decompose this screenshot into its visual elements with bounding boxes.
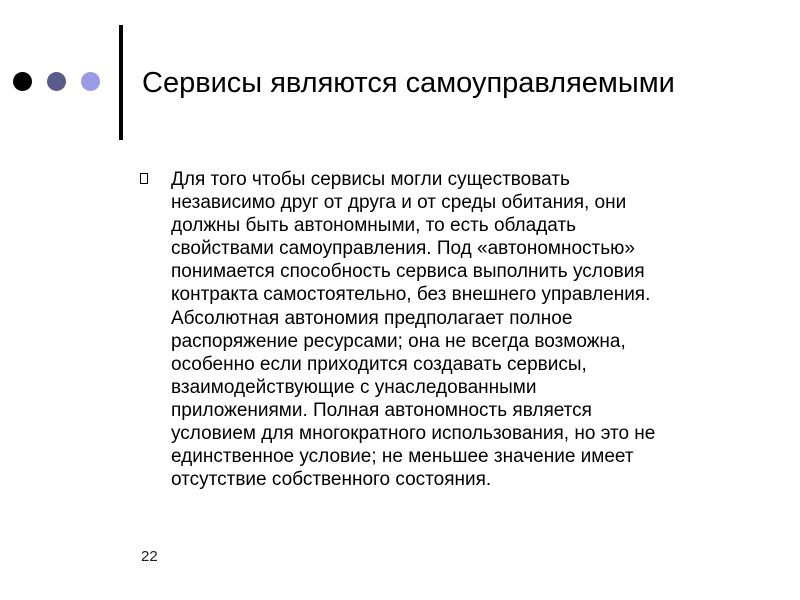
slide-number: 22 xyxy=(141,548,158,565)
bullet-text-line: особенно если приходится создавать сервисы, xyxy=(171,353,587,375)
decor-dot-black xyxy=(13,72,32,91)
decor-dot-slate xyxy=(47,72,66,91)
bullet-text-line: свойствами самоуправления. Под «автономностью» xyxy=(171,238,635,260)
bullet-text-line: Абсолютная автономия предполагает полное xyxy=(171,307,573,329)
bullet-text-line: отсутствие собственного состояния. xyxy=(171,469,492,491)
bullet-text-line: контракта самостоятельно, без внешнего управления. xyxy=(171,284,651,306)
bullet-text-line: распоряжение ресурсами; она не всегда возможна, xyxy=(171,330,626,352)
bullet-text-line: Для того чтобы сервисы могли существовать xyxy=(171,169,570,190)
bullet-text-line: единственное условие; не меньшее значение имеет xyxy=(171,446,634,468)
bullet-text-line: взаимодействующие с унаследованными xyxy=(171,376,537,398)
hollow-square-bullet-icon xyxy=(140,173,148,184)
bullet-text-line: независимо друг от друга и от среды обитания, они xyxy=(171,192,627,214)
bullet-text-line: понимается способность сервиса выполнить условия xyxy=(171,261,645,283)
bullet-text-line: должны быть автономными, то есть обладать xyxy=(171,215,577,237)
title-divider-line xyxy=(119,25,123,140)
bullet-text-line: приложениями. Полная автономность является xyxy=(171,399,592,421)
bullet-text-line: условием для многократного использования, но это не xyxy=(171,423,656,445)
decor-dot-lavender xyxy=(81,72,100,91)
slide-title: Сервисы являются самоуправляемыми xyxy=(142,67,675,99)
bullet-text xyxy=(171,168,751,491)
